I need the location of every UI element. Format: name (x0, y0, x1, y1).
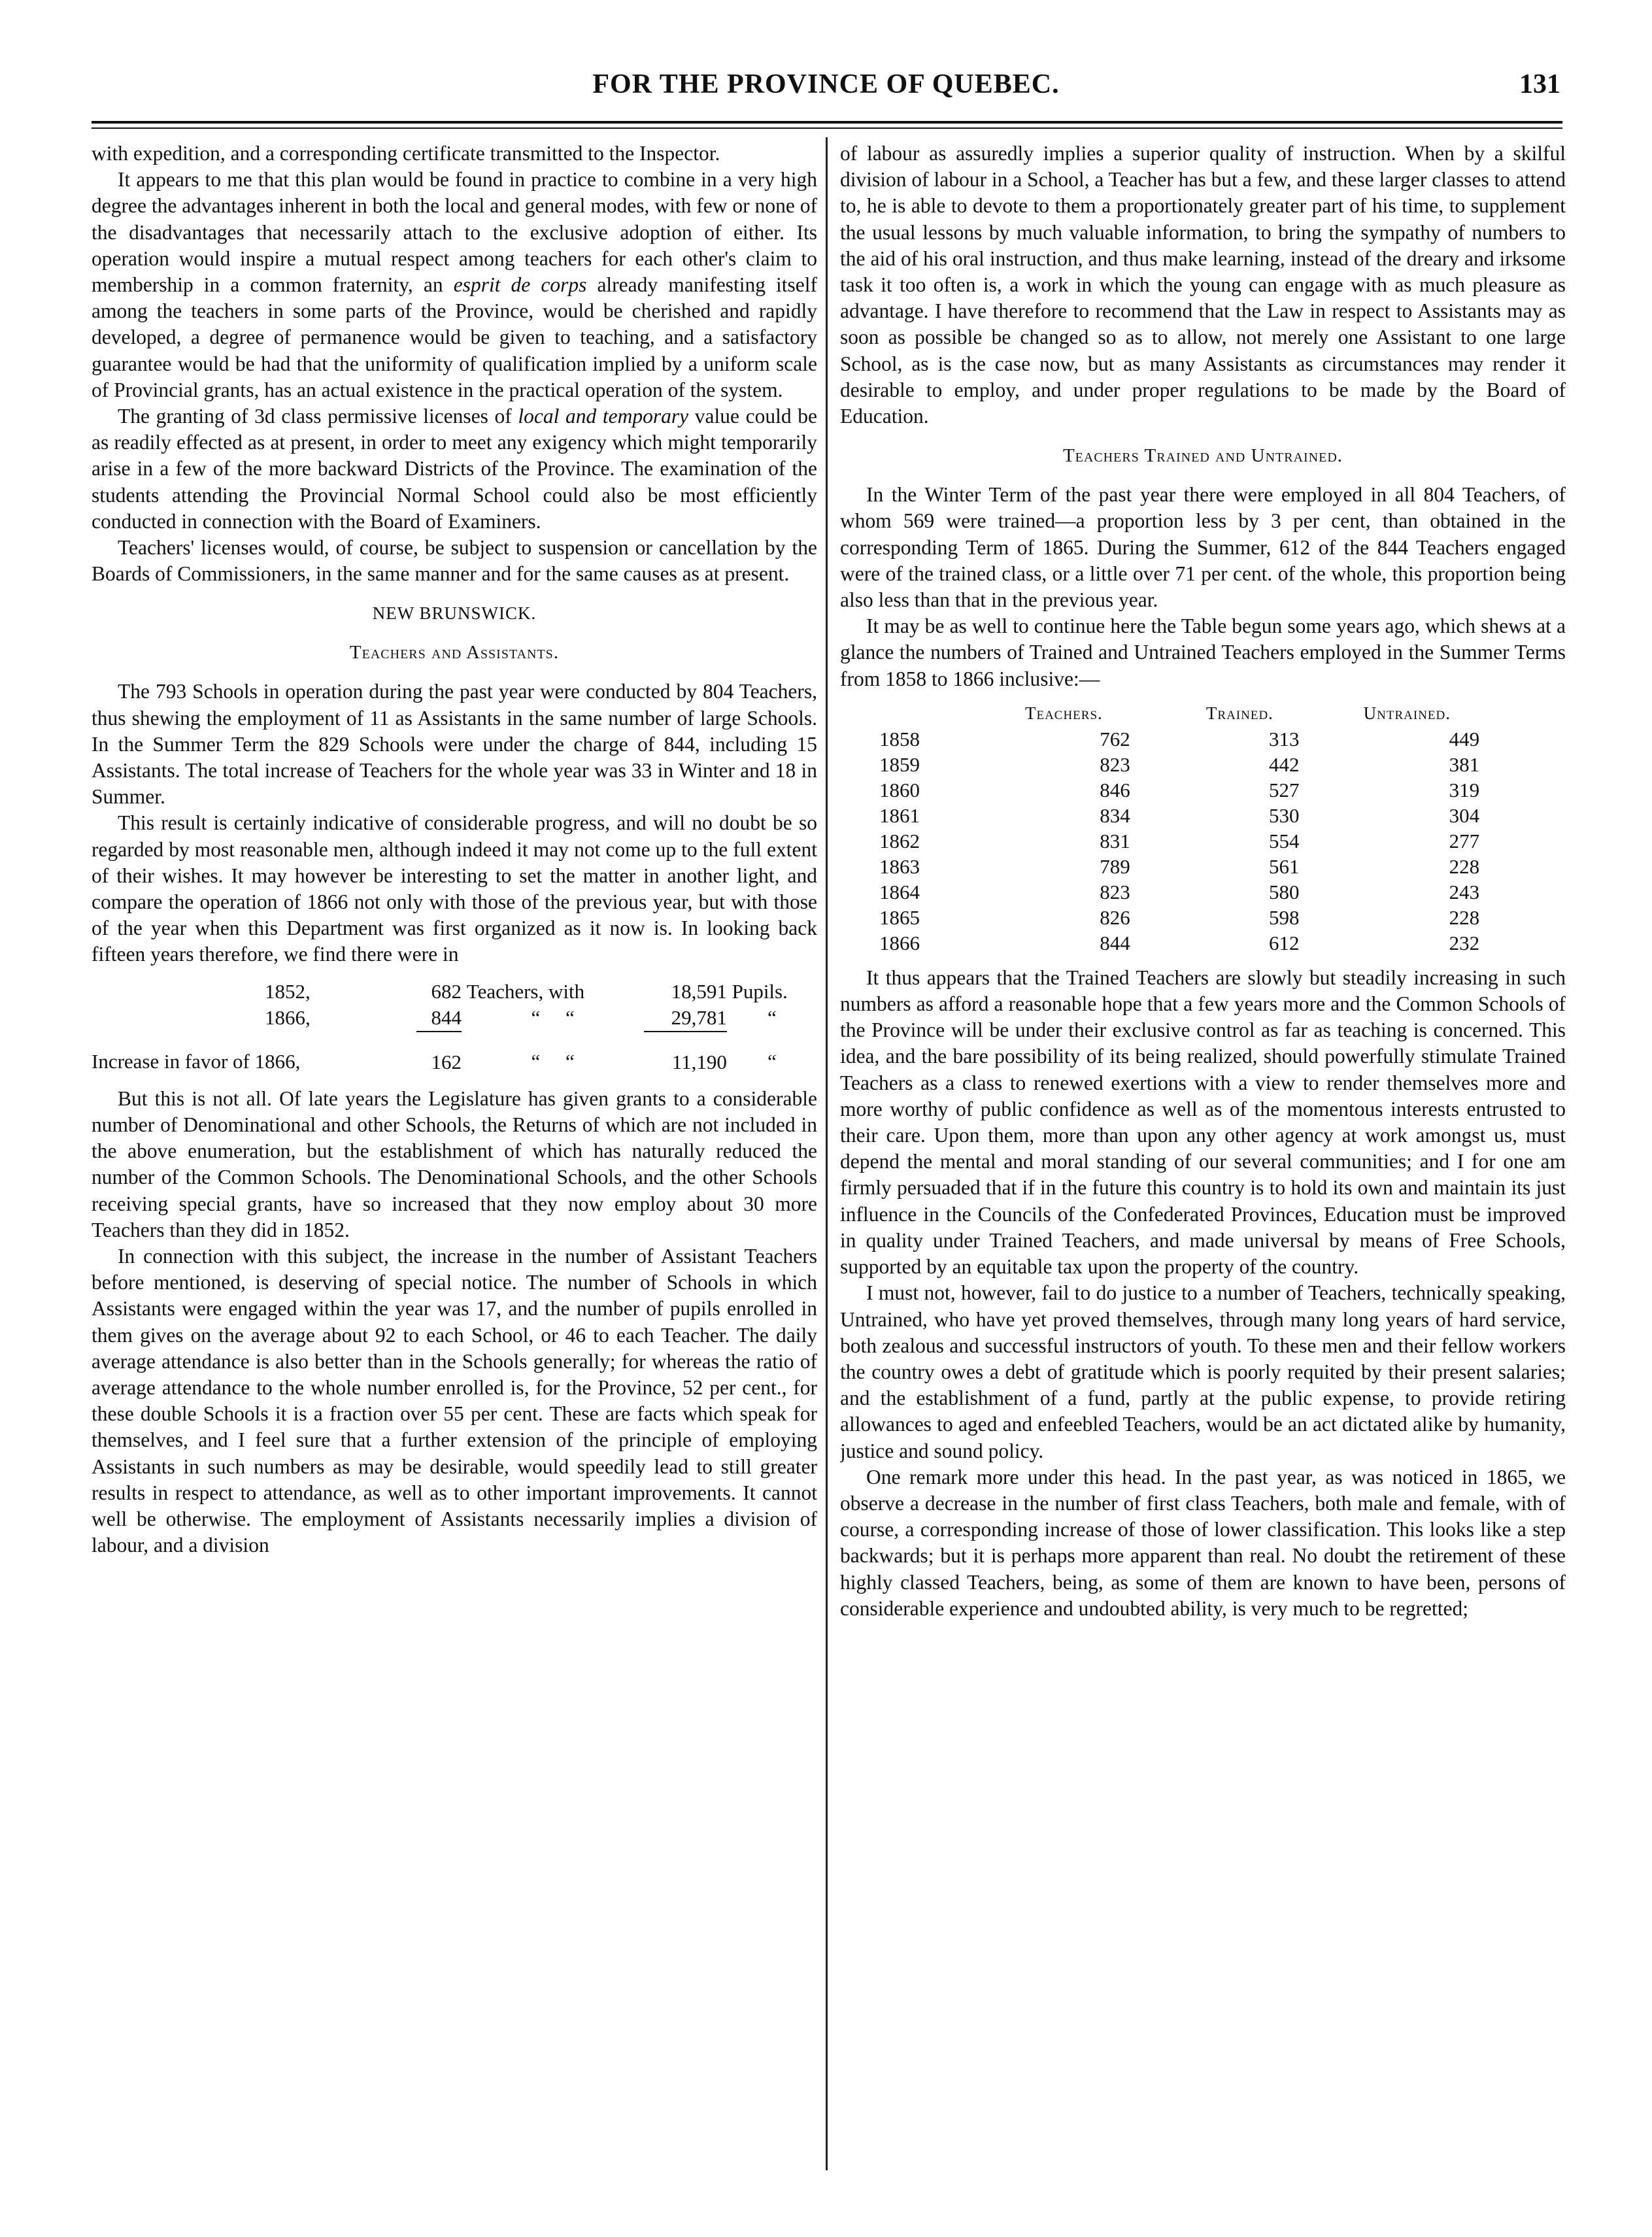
running-title: FOR THE PROVINCE OF QUEBEC. (592, 69, 1060, 99)
year-cell: 1866, (265, 1006, 311, 1030)
value-cell: 554 (1269, 829, 1300, 852)
table-row (840, 930, 1566, 956)
table-row-total (92, 1032, 817, 1075)
paragraph: In the Winter Term of the past year there were employed in all 804 Teachers, of whom 569 were trained—a proportion less by 3 per cent, than obtained in the corresponding Term of 1865. During the Summer, 612 of the 844 Teachers engaged were of the trained class, or a little over 71 per cent. of the whole, this proportion being also less than that in the previous year. (840, 483, 1566, 612)
year-cell: 1852, (265, 979, 311, 1003)
year-cell: 1861 (879, 803, 920, 827)
table-body (840, 726, 1566, 956)
value-cell: 846 (1100, 778, 1130, 801)
column-header: Trained. (1205, 703, 1273, 723)
value-cell: 319 (1449, 778, 1480, 801)
value-cell: 762 (1100, 727, 1130, 750)
paragraph: This result is certainly indicative of considerable progress, and will no doubt be so regarded by most reasonable men, although indeed it may not come up to the full extent of their wishes. It may however be interesting to set the matter in another light, and compare the operation of 1866 not only with those of the previous year, but with those of the year when this Department was first organized as it now is. In looking back fifteen years therefore, we find there were in (92, 811, 817, 966)
paragraph: I must not, however, fail to do justice to a number of Teachers, technically speaking, Untrained, who have yet proved themselves, through many long years of hard service, both zealous and successful instructors of youth. To these men and their fellow workers the country owes a debt of gratitude which is poorly requited by their present salaries; and the establishment of a fund, partly at the public expense, to provide retiring allowances to aged and enfeebled Teachers, would be an act dictated alike by humanity, justice and sound policy. (840, 1281, 1566, 1462)
table-header-row (840, 700, 1566, 726)
table-row (840, 726, 1566, 752)
paragraph: The 793 Schools in operation during the past year were conducted by 804 Teachers, thus shewing the employment of 11 as Assistants in the same number of large Schools. In the Summer Term the 829 Schools were under the charge of 844, including 15 Assistants. The total increase of Teachers for the whole year was 33 in Winter and 18 in Summer. (92, 680, 817, 809)
value-cell: 831 (1100, 829, 1130, 852)
value-cell: 232 (1449, 931, 1480, 954)
table-row (840, 777, 1566, 803)
column-header: Untrained. (1363, 703, 1451, 723)
value-cell: 228 (1449, 854, 1480, 878)
label-cell (727, 979, 817, 1005)
value-cell: 844 (1100, 931, 1130, 954)
teachers-pupils-table (92, 979, 817, 1075)
year-cell: 1865 (879, 905, 920, 929)
value-cell: 598 (1269, 905, 1300, 929)
left-column (92, 141, 817, 2170)
value-cell: 789 (1100, 854, 1130, 878)
value-cell: 823 (1100, 752, 1130, 776)
year-cell: 1860 (879, 778, 920, 801)
page-number: 131 (1519, 69, 1560, 99)
text-run: It appears to me that this plan would be found in practice to combine in a very high degree the advantages inherent in both the local and general modes, with few or none of the disadvantages that necessarily attach to the exclusive adoption of either. Its operation would inspire a mutual respect among teachers for each other's claim to membership in a common fraternity, an (92, 168, 817, 297)
value-cell: 580 (1269, 880, 1300, 903)
table-row (92, 979, 817, 1005)
year-cell: 1859 (879, 752, 920, 776)
label-cell: Increase in favor of 1866, (92, 1050, 301, 1073)
header-rule (92, 121, 1562, 124)
text-run: Pupils. (732, 979, 788, 1003)
ditto-mark: “ (767, 1050, 777, 1073)
value-cell: 304 (1449, 803, 1480, 827)
value-cell: 612 (1269, 931, 1300, 954)
value-cell: 834 (1100, 803, 1130, 827)
pupils-cell: 11,190 (644, 1032, 727, 1075)
table-row (840, 752, 1566, 777)
label-cell (727, 1005, 817, 1032)
subsection-heading: Teachers and Assistants. (349, 642, 560, 664)
value-cell: 313 (1269, 727, 1300, 750)
paragraph: It thus appears that the Trained Teachers are slowly but steadily increasing in such numbers as afford a reasonable hope that a few years more and the Common Schools of the Province will be under their exclusive control as far as teaching is concerned. This idea, and the bare possibility of its being realized, should powerfully stimulate Trained Teachers as a class to renewed exertions with a view to render themselves more and more worthy of public confidence as well as of the momentous interests entrusted to their care. Upon them, more than upon any other agency at work amongst us, must depend the mental and moral standing of our several communities; and I for one am firmly persuaded that if in the future this country is to hold its own and maintain its just influence in the Councils of the Confederated Provinces, Education must be improved in quality under Trained Teachers, and made universal by means of Free Schools, supported by an equitable tax upon the property of the country. (840, 966, 1566, 1279)
paragraph (92, 167, 817, 403)
paragraph: In connection with this subject, the increase in the number of Assistant Teachers before mentioned, is deserving of special notice. The number of Schools in which Assistants were engaged within the year was 17, and the number of pupils enrolled in them gives on the average about 92 to each School, or 46 to each Teacher. The daily average attendance is also better than in the Schools generally; for whereas the ratio of average attendance to the whole number enrolled is, for the Province, 52 per cent., for these double Schools it is a fraction over 55 per cent. These are facts which speak for themselves, and I feel sure that a further extension of the principle of employing Assistants in such numbers as may be desirable, would speedily lead to still greater results in respect to attendance, as well as to other important improvements. It cannot well be otherwise. The employment of Assistants necessarily implies a division of labour, and a division (92, 1244, 817, 1557)
paragraph: One remark more under this head. In the past year, as was noticed in 1865, we observe a decrease in the number of first class Teachers, both male and female, with of course, a corresponding increase of those of lower classification. This looks like a step backwards; but it is perhaps more apparent than real. No doubt the retirement of these highly classed Teachers, being, as some of them are known to have been, persons of considerable experience and undoubted ability, is very much to be regretted; (840, 1465, 1566, 1620)
value-cell: 277 (1449, 829, 1480, 852)
blank-header (840, 700, 1024, 726)
year-cell: 1864 (879, 880, 920, 903)
text-run: Teachers, with (466, 979, 585, 1003)
text-run: already manifesting itself among the teachers in some parts of the Province, would be cherished and rapidly developed, a degree of permanence would be given to teaching, and a satisfactory guarantee would be had that the uniformity of qualification implied by a uniform scale of Provincial grants, has an actual existence in the practical operation of the system. (92, 273, 817, 401)
value-cell: 243 (1449, 880, 1480, 903)
ditto-mark: “ (565, 1050, 575, 1073)
value-cell: 449 (1449, 727, 1480, 750)
header-rule-thin (92, 127, 1562, 129)
ditto-mark: “ (531, 1006, 541, 1030)
teachers-cell: 162 (416, 1032, 462, 1075)
paragraph: But this is not all. Of late years the Legislature has given grants to a considerable number of Denominational and other Schools, the Returns of which are not included in the above enumeration, but the establishment of which has naturally reduced the number of the Common Schools. The Denominational Schools, and the other Schools receiving special grants, have so increased that they now employ about 30 more Teachers than they did in 1852. (92, 1086, 817, 1241)
right-column (840, 141, 1566, 2170)
paragraph: of labour as assuredly implies a superior quality of instruction. When by a skilful division of labour in a School, a Teacher has but a few, and these larger classes to attend to, he is able to devote to them a proportionately greater part of his time, to supplement the usual lessons by much valuable information, to bring the sympathy of numbers to the aid of his oral instruction, and thus make learning, instead of the dreary and irksome task it too often is, a work in which the young can engage with as much pleasure as advantage. I have therefore to recommend that the Law in respect to Assistants may as soon as possible be changed so as to allow, not merely one Assistant to one large School, as is the case now, but as many Assistants as circumstances may render it desirable to employ, and under proper regulations to be made by the Board of Education. (840, 142, 1566, 428)
italic-phrase: esprit de corps (453, 273, 587, 297)
pupils-cell: 29,781 (671, 1005, 727, 1029)
value-cell: 381 (1449, 752, 1480, 776)
trained-untrained-table (840, 700, 1566, 956)
table-row (840, 854, 1566, 879)
column-divider (826, 137, 828, 2170)
paragraph: It may be as well to continue here the Table begun some years ago, which shews at a glance the numbers of Trained and Untrained Teachers employed in the Summer Terms from 1858 to 1866 inclusive:— (840, 614, 1566, 690)
paragraph: Teachers' licenses would, of course, be subject to suspension or cancellation by the Boards of Commissioners, in the same manner and for the same causes as at present. (92, 536, 817, 586)
pupils-cell: 18,591 (671, 979, 727, 1003)
subsection-heading: Teachers Trained and Untrained. (1062, 445, 1343, 467)
column-header: Teachers. (1024, 703, 1103, 723)
table-row (92, 1005, 817, 1032)
label-cell (462, 1032, 644, 1075)
section-heading: NEW BRUNSWICK. (372, 603, 537, 624)
year-cell: 1863 (879, 854, 920, 878)
year-cell: 1858 (879, 727, 920, 750)
value-cell: 561 (1269, 854, 1300, 878)
value-cell: 530 (1269, 803, 1300, 827)
text-run: value could be as readily effected as at present, in order to meet any exigency which might temporarily arise in a few of the more backward Districts of the Province. The examination of the students attending the Provincial Normal School could also be most efficiently conducted in connection with the Board of Examiners. (92, 405, 817, 533)
value-cell: 228 (1449, 905, 1480, 929)
label-cell (462, 1005, 644, 1032)
table-row (840, 803, 1566, 828)
value-cell: 826 (1100, 905, 1130, 929)
label-cell (727, 1032, 817, 1075)
paragraph: with expedition, and a corresponding certificate transmitted to the Inspector. (92, 142, 720, 165)
value-cell: 527 (1269, 778, 1300, 801)
table-row (840, 828, 1566, 854)
table-row (840, 879, 1566, 905)
italic-phrase: local and temporary (518, 405, 689, 428)
value-cell: 823 (1100, 880, 1130, 903)
ditto-mark: “ (531, 1050, 541, 1073)
year-cell: 1866 (879, 931, 920, 954)
paragraph (92, 403, 817, 535)
label-cell (462, 979, 644, 1005)
page-header (0, 69, 1652, 108)
ditto-mark: “ (565, 1006, 575, 1030)
value-cell: 442 (1269, 752, 1300, 776)
teachers-cell: 682 (431, 979, 462, 1003)
teachers-cell: 844 (431, 1005, 462, 1029)
ditto-mark: “ (767, 1006, 777, 1030)
year-cell: 1862 (879, 829, 920, 852)
text-run: The granting of 3d class permissive licenses of (118, 405, 512, 428)
table-row (840, 905, 1566, 930)
